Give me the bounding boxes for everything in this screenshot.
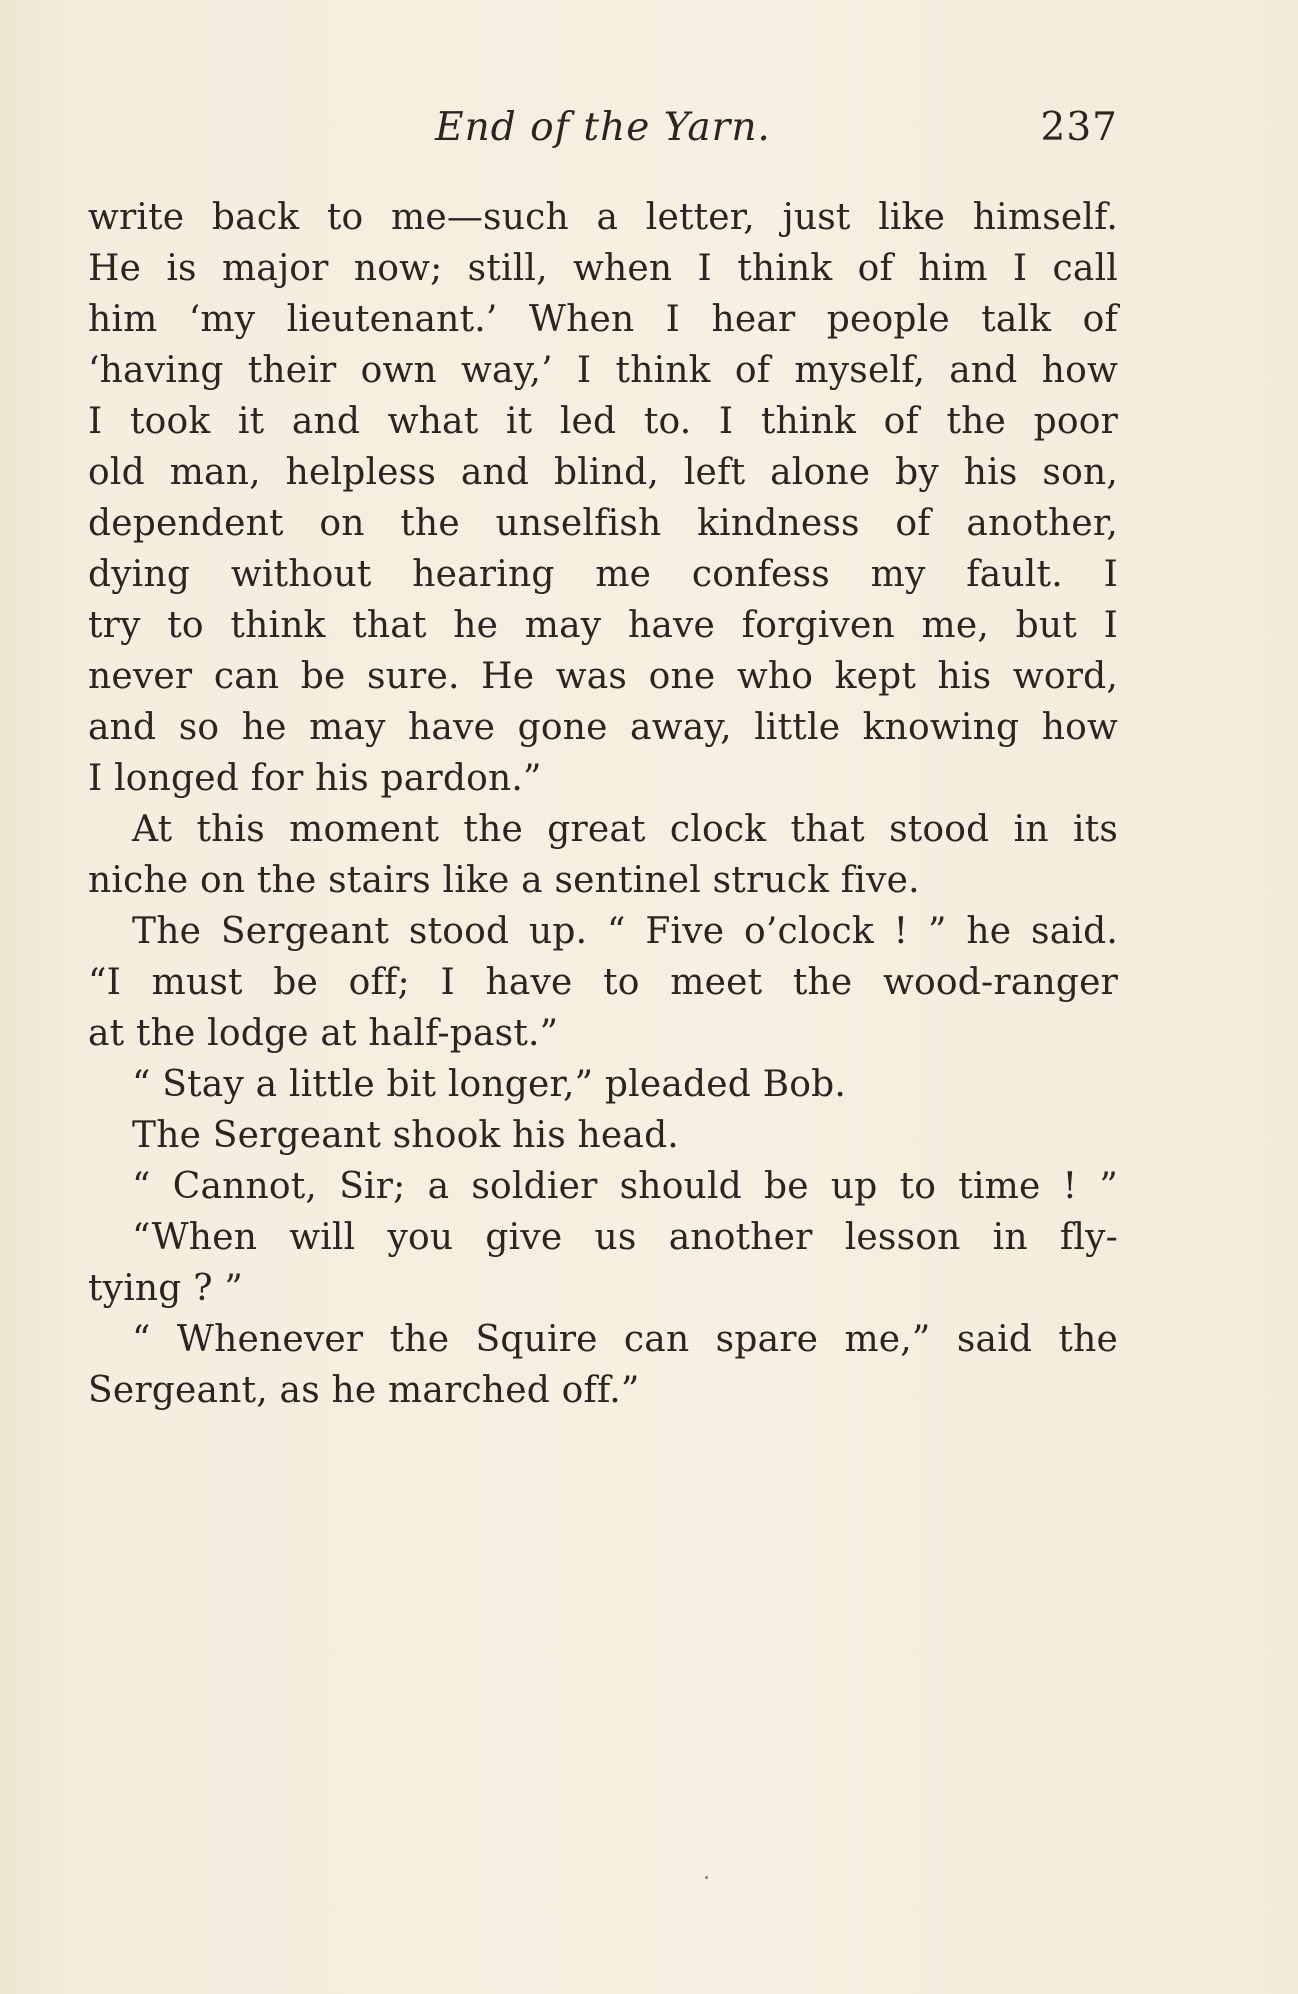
- text-line: tying ? ”: [88, 1268, 243, 1309]
- text-line: I longed for his pardon.”: [88, 758, 542, 799]
- text-line: He is major now; still, when I think of him I call: [88, 248, 1118, 289]
- text-line: I took it and what it led to. I think of the poor: [88, 401, 1118, 442]
- running-title: End of the Yarn.: [435, 105, 771, 150]
- text-line: Sergeant, as he marched off.”: [88, 1370, 640, 1411]
- text-line: dying without hearing me confess my fault. I: [88, 554, 1118, 595]
- text-line: old man, helpless and blind, left alone by his son,: [88, 452, 1118, 493]
- text-line: “ Cannot, Sir; a soldier should be up to time ! ”: [132, 1166, 1118, 1207]
- page-number: 237: [1040, 105, 1118, 150]
- body-text: [88, 192, 1118, 1416]
- text-line: “When will you give us another lesson in fly-: [132, 1217, 1118, 1258]
- paper-speck: [705, 1876, 708, 1879]
- text-line: The Sergeant shook his head.: [132, 1115, 679, 1156]
- text-line: at the lodge at half-past.”: [88, 1013, 559, 1054]
- text-line: dependent on the unselfish kindness of another,: [88, 503, 1118, 544]
- text-line: and so he may have gone away, little knowing how: [88, 707, 1118, 748]
- text-line: “ Whenever the Squire can spare me,” said the: [132, 1319, 1118, 1360]
- text-line: “ Stay a little bit longer,” pleaded Bob.: [132, 1064, 847, 1105]
- text-line: try to think that he may have forgiven me, but I: [88, 605, 1118, 646]
- text-line: At this moment the great clock that stood in its: [132, 809, 1118, 850]
- text-line: “I must be off; I have to meet the wood-ranger: [88, 962, 1118, 1003]
- text-line: never can be sure. He was one who kept his word,: [88, 656, 1118, 697]
- text-line: The Sergeant stood up. “ Five o’clock ! ” he said.: [132, 911, 1118, 952]
- text-line: ‘having their own way,’ I think of myself, and how: [88, 350, 1118, 391]
- text-line: him ‘my lieutenant.’ When I hear people talk of: [88, 299, 1118, 340]
- text-line: niche on the stairs like a sentinel struck five.: [88, 860, 920, 901]
- page-header: [88, 105, 1118, 165]
- text-line: write back to me—such a letter, just like himself.: [88, 197, 1118, 238]
